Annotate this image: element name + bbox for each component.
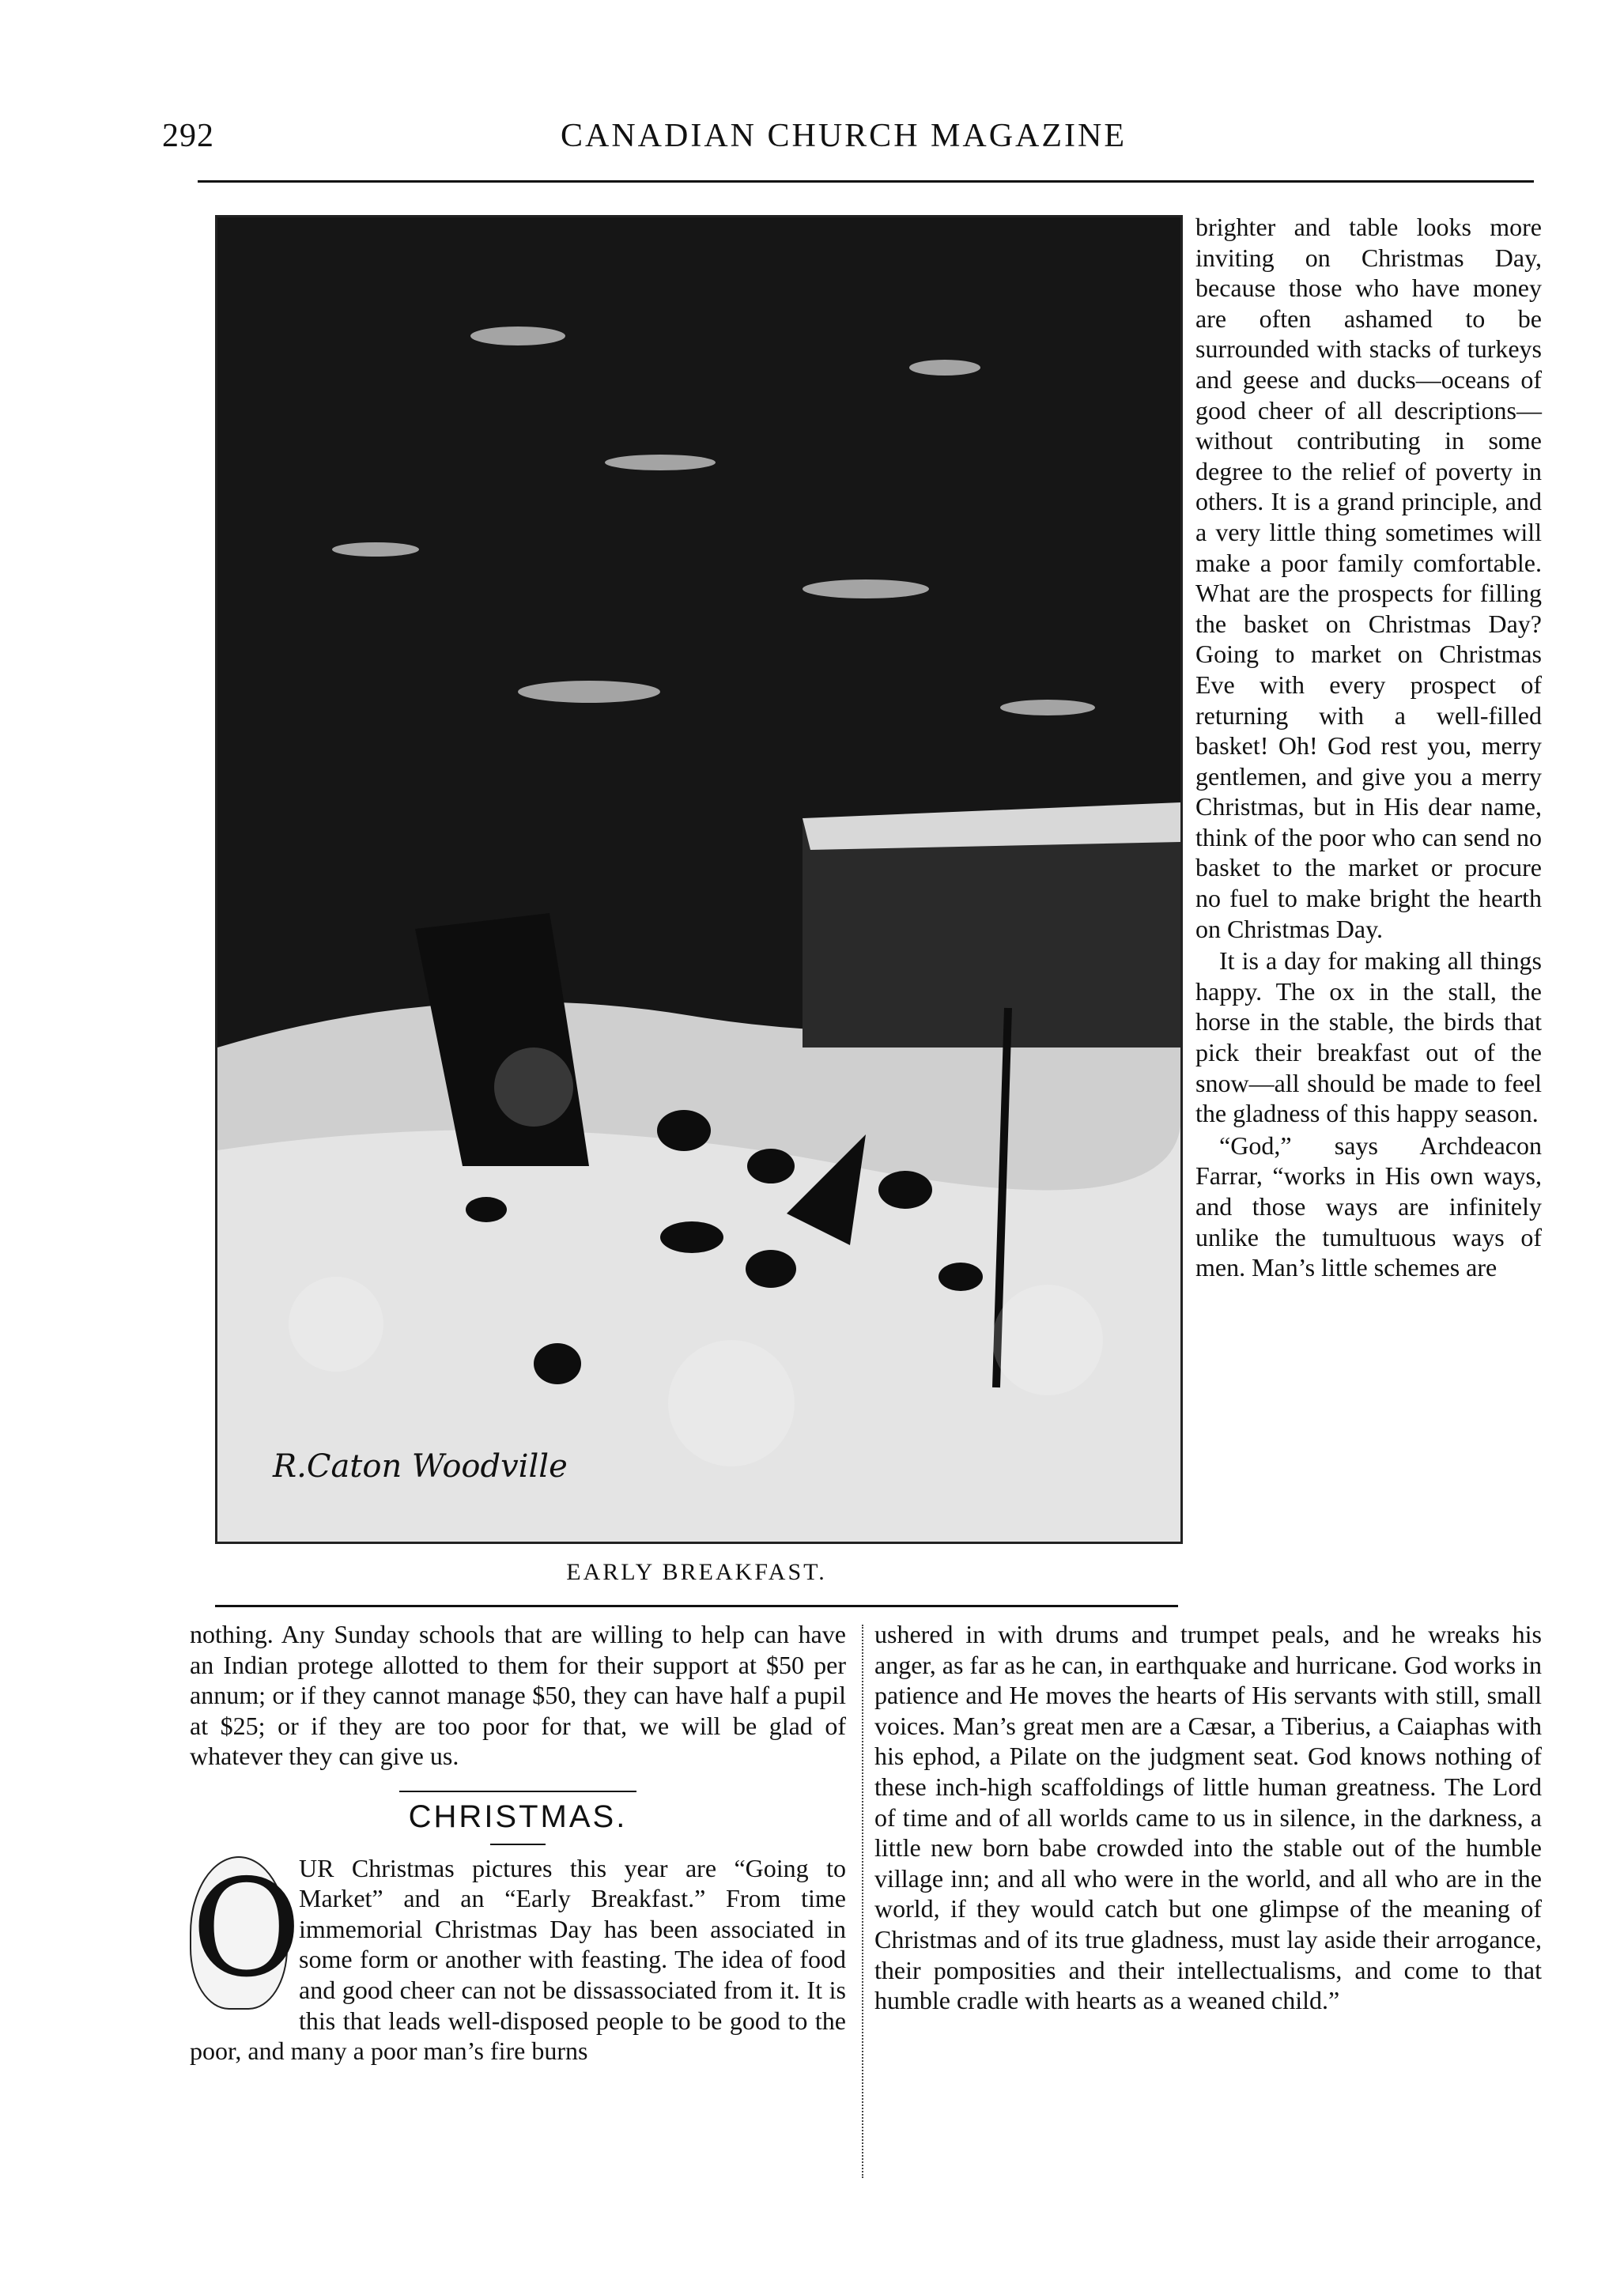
dropcap-initial: O <box>190 1856 288 2010</box>
column-divider <box>862 1625 863 2178</box>
caption-rule <box>215 1605 1178 1607</box>
section-heading-christmas: CHRISTMAS. <box>408 1799 628 1834</box>
right-paragraph-2: It is a day for making all things happy. The ox in the stall, the horse in the stable, the birds that pick their breakfast out of the snow—all should be made to feel the gladness of this happy season. <box>1195 946 1542 1128</box>
right-continuation-text: ushered in with drums and trumpet peals, and he wreaks his anger, as far as he can, in earthquake and hurricane. God works in patience and He moves the hearts of His servants with still, small voices. Man’s great men are a Cæsar, a Tiberius, a Caiaphas with his ephod, a Pilate on the judgment seat. God knows nothing of these inch-high scaffoldings of little human greatness. The Lord of time and of all worlds came to us in silence, in the darkness, a little new born babe crowded into the stable out of the humble village inn; and all who were in the world, and all who are in the world, if they would catch but one glimpse of the meaning of Christmas and of its true gladness, must lay aside their arrogance, their pomposities and their intellectualisms, and come to that humble cradle with hearts as a weaned child.” <box>874 1620 1542 2015</box>
heading-ornament-rule <box>490 1844 546 1845</box>
header-rule <box>198 180 1534 183</box>
artist-signature: R.Caton Woodville <box>273 1448 568 1485</box>
left-column <box>190 1619 846 2067</box>
running-head: CANADIAN CHURCH MAGAZINE <box>561 118 1127 154</box>
page-number: 292 <box>162 118 214 154</box>
section-rule <box>399 1791 636 1792</box>
christmas-paragraph <box>190 1850 846 2067</box>
illustration-drawing <box>217 217 1180 1542</box>
right-paragraph-3: “God,” says Archdeacon Farrar, “works in His own ways, and those ways are infinitely unlike the tumultuous ways of men. Man’s little schemes are <box>1195 1131 1542 1282</box>
christmas-text: UR Christmas pictures this year are “Going to Market” and an “Early Breakfast.” From time immemorial Christmas Day has been associated in some form or another with feasting. The idea of food and good cheer can not be dissassociated from it. It is this that leads well-disposed people to be good to the poor, and many a poor man’s fire burns <box>190 1853 846 2066</box>
right-continuation-column <box>874 1619 1542 2016</box>
right-column <box>1195 212 1542 1283</box>
left-opening-paragraph: nothing. Any Sunday schools that are willing to help can have an Indian protege allotted to them for their support at $50 per annum; or if they cannot manage $50, they can have half a pupil at $25; or if they are too poor for that, we will be glad of whatever they can give us. <box>190 1620 846 1771</box>
right-paragraph-1: brighter and table looks more inviting on Christmas Day, because those who have money are often ashamed to be surrounded with stacks of turkeys and geese and ducks—oceans of good cheer of all descriptions—without contributing in some degree to the relief of poverty in others. It is a grand principle, and a very little thing sometimes will make a poor family comfortable. What are the prospects for filling the basket on Christmas Day? Going to market on Christmas Eve with every prospect of returning with a well-filled basket! Oh! God rest you, merry gentlemen, and give you a merry Christmas, but in His dear name, think of the poor who can send no basket to the market or procure no fuel to make bright the hearth on Christmas Day. <box>1195 213 1542 943</box>
illustration-early-breakfast <box>215 215 1183 1544</box>
illustration-caption: EARLY BREAKFAST. <box>566 1559 827 1585</box>
